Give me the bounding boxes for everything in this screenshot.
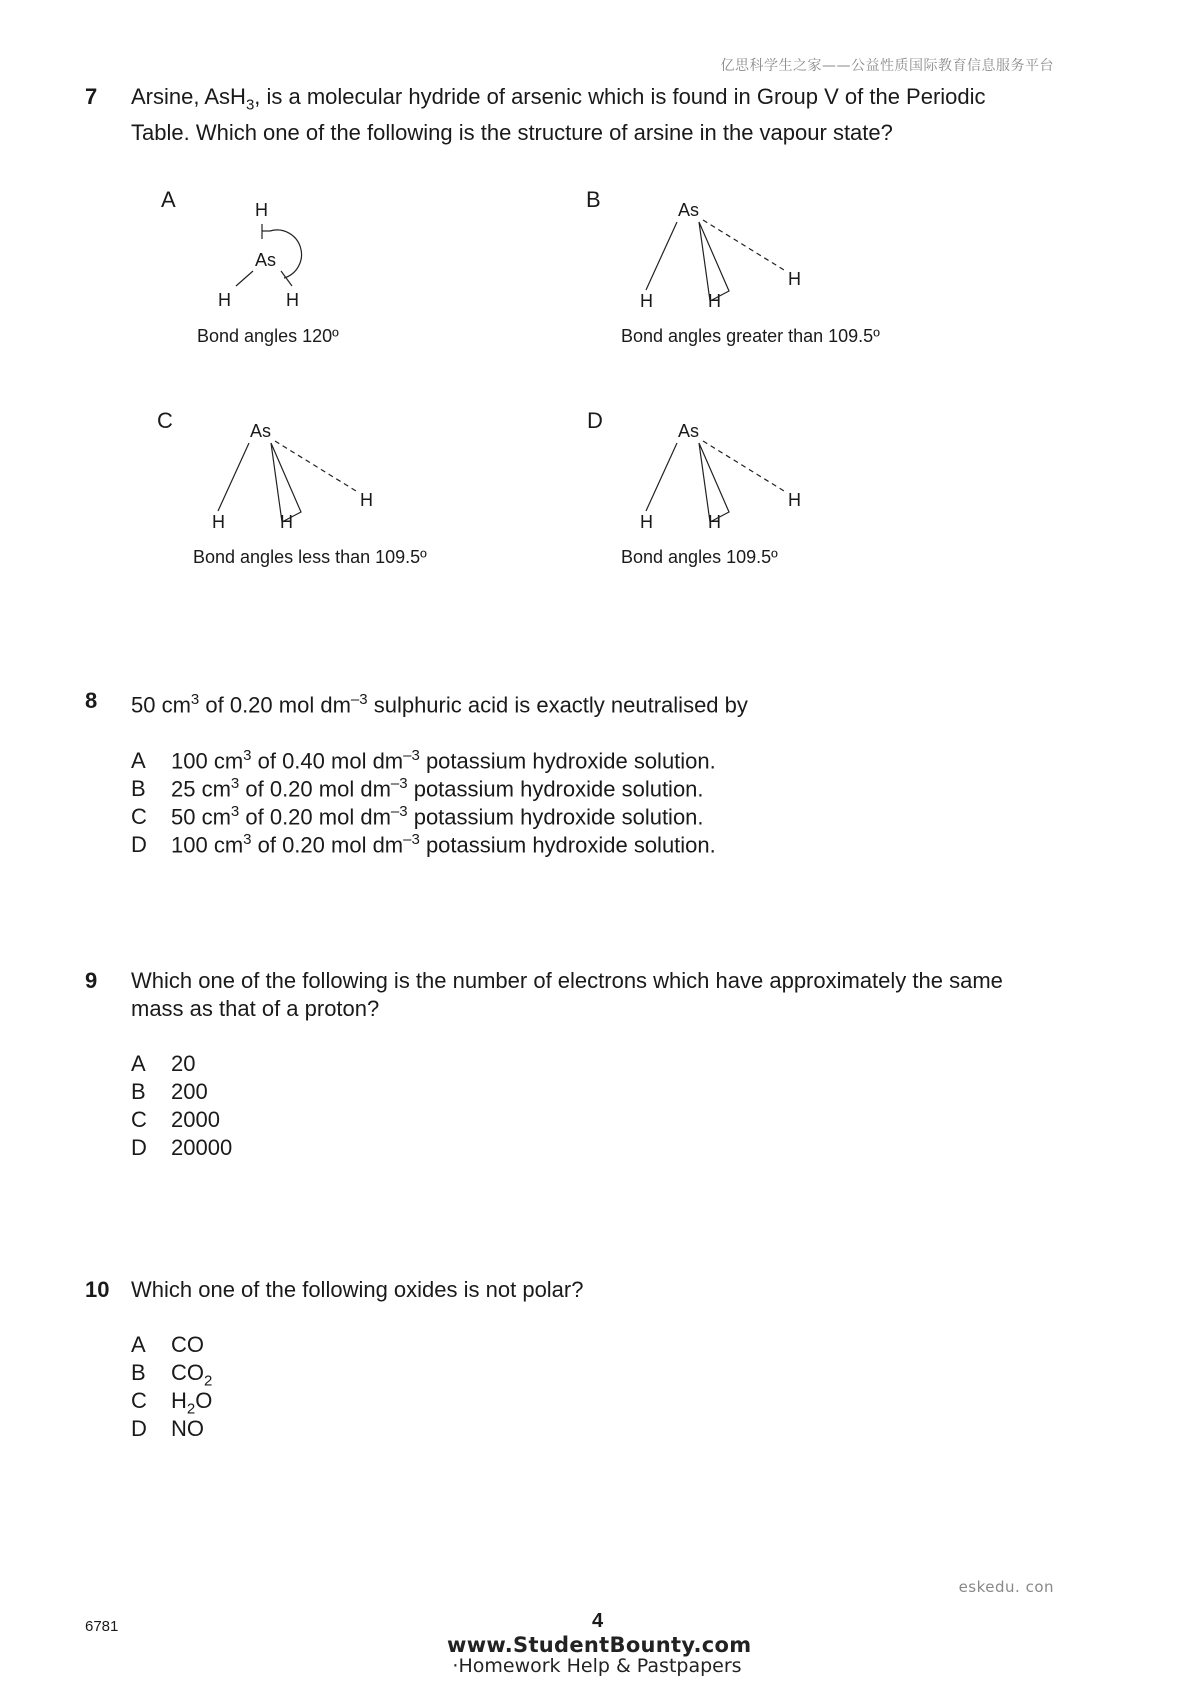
studentbounty-logo: [447, 1633, 752, 1677]
paper-code: 6781: [85, 1618, 119, 1635]
diagram-c-letter: C: [157, 408, 173, 433]
diagram-b-caption: Bond angles greater than 109.5º: [621, 326, 880, 346]
question-8-option-b[interactable]: B 25 $cm^3$ of 0.20 mol $dm^{-3}$ potassium hydroxide solution.: [131, 775, 704, 802]
diagram-a-label-as: As: [255, 250, 277, 270]
diagram-d-label-as: As: [678, 421, 700, 441]
diagram-b-label-h-right: H: [788, 269, 801, 289]
diagram-b-structure: [630, 190, 820, 320]
question-9-option-b[interactable]: B 200: [131, 1079, 208, 1104]
diagram-a-label-h-top: H: [255, 200, 268, 220]
question-9-option-a[interactable]: A 20: [131, 1051, 196, 1076]
question-7-text: [131, 83, 1111, 147]
diagram-b-letter: B: [586, 187, 601, 212]
question-10-option-d[interactable]: D NO: [131, 1416, 204, 1441]
question-9-text: [131, 967, 1111, 1023]
question-7-line-2: Table. Which one of the following is the structure of arsine in the vapour state?: [131, 120, 893, 146]
diagram-c-label-h-right: H: [360, 490, 373, 510]
footer-watermark: eskedu. con: [958, 1578, 1054, 1596]
diagram-c-label-h-left: H: [212, 512, 225, 532]
diagram-b-label-h-middle: H: [708, 291, 721, 311]
header-watermark: 亿思科学生之家——公益性质国际教育信息服务平台: [720, 58, 1054, 74]
question-8-text: 50 $cm^3$ of 0.20 mol $dm^{-3}$ sulphuric acid is exactly neutralised by: [131, 691, 748, 718]
diagram-c-label-as: As: [250, 421, 272, 441]
question-9-option-d[interactable]: D 20000: [131, 1135, 233, 1160]
question-7-number: 7: [85, 84, 98, 109]
diagram-d-structure: [630, 411, 820, 541]
question-7-line-1: Arsine, AsH$_3$, is a molecular hydride of arsenic which is found in Group V of the Periodic: [131, 84, 986, 114]
page-number: 4: [592, 1610, 604, 1632]
question-10-text: Which one of the following oxides is not polar?: [131, 1277, 584, 1302]
diagram-d-label-h-left: H: [640, 512, 653, 532]
question-10-option-b[interactable]: B $CO_2$: [131, 1360, 213, 1390]
question-10-option-c[interactable]: C $H_2O$: [131, 1388, 213, 1418]
diagram-a-letter: A: [161, 187, 176, 212]
question-8-option-d[interactable]: D 100 $cm^3$ of 0.20 mol $dm^{-3}$ potassium hydroxide solution.: [131, 831, 716, 858]
diagram-d-letter: D: [587, 408, 603, 433]
question-10-option-a[interactable]: A CO: [131, 1332, 204, 1357]
question-8-option-a[interactable]: A 100 $cm^3$ of 0.40 mol $dm^{-3}$ potassium hydroxide solution.: [131, 747, 716, 774]
diagram-a-caption: Bond angles 120º: [197, 326, 339, 346]
question-9-line-2: mass as that of a proton?: [131, 996, 380, 1021]
logo-line-1: www.StudentBounty.com: [447, 1633, 752, 1657]
diagram-a-label-h-right: H: [286, 290, 299, 310]
diagram-c-caption: Bond angles less than 109.5º: [193, 547, 427, 567]
question-9-number: 9: [85, 968, 98, 993]
diagram-a-label-h-left: H: [218, 290, 231, 310]
diagram-c-structure: [202, 411, 392, 541]
diagram-d-caption: Bond angles 109.5º: [621, 547, 778, 567]
question-9-option-c[interactable]: C 2000: [131, 1107, 220, 1132]
diagram-b-label-as: As: [678, 200, 700, 220]
question-8-option-c[interactable]: C 50 $cm^3$ of 0.20 mol $dm^{-3}$ potassium hydroxide solution.: [131, 803, 704, 830]
diagram-a-structure: [200, 190, 320, 320]
diagram-d-label-h-middle: H: [708, 512, 721, 532]
question-9-line-1: Which one of the following is the number of electrons which have approximately the same: [131, 968, 1003, 993]
diagram-b-label-h-left: H: [640, 291, 653, 311]
diagram-d-label-h-right: H: [788, 490, 801, 510]
question-8-number: 8: [85, 688, 98, 713]
diagram-c-label-h-middle: H: [280, 512, 293, 532]
question-10-number: 10: [85, 1277, 110, 1302]
logo-line-2: ·Homework Help & Pastpapers: [452, 1655, 742, 1677]
